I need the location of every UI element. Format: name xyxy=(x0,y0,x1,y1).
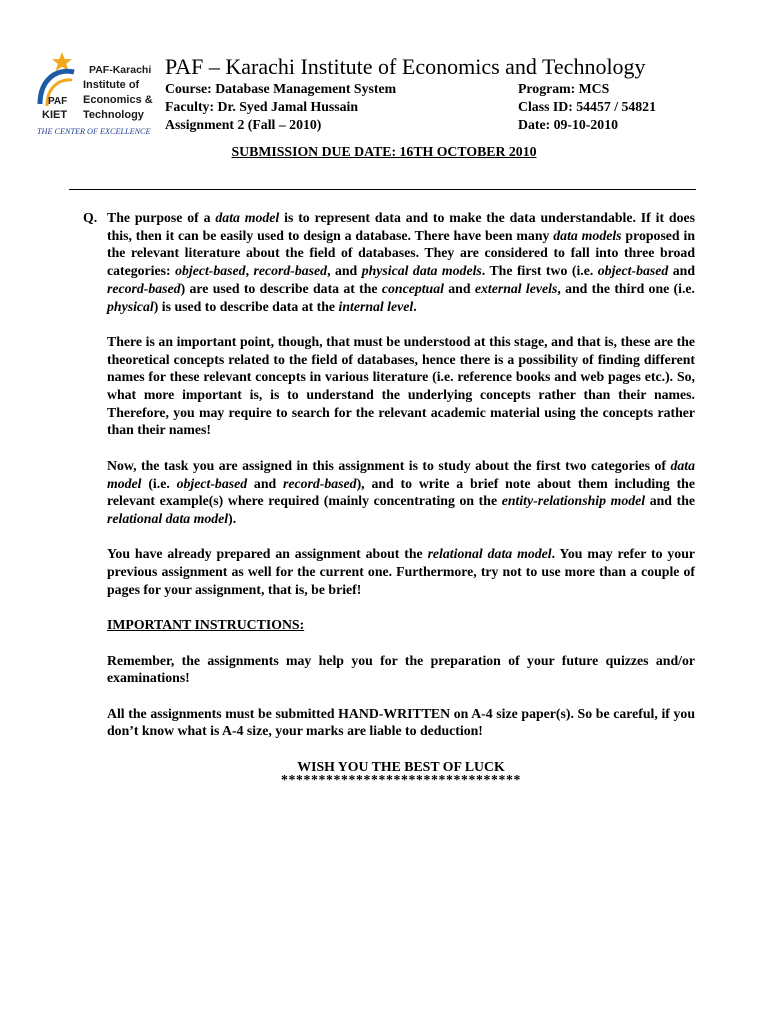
institution-title: PAF – Karachi Institute of Economics and Technology xyxy=(165,54,646,79)
class-id: Class ID: 54457 / 54821 xyxy=(518,99,656,114)
logo-mark-paf: PAF xyxy=(48,96,68,107)
course-details xyxy=(165,80,396,134)
course-name: Course: Database Management System xyxy=(165,81,397,96)
assignment-date: Date: 09-10-2010 xyxy=(518,117,619,132)
question-paragraph-4: You have already prepared an assignment about the relational data model. You may refer to your previous assignment as well for the current one. Furthermore, try not to use more than a couple of pages for your assignment, that is, be brief! xyxy=(107,546,695,597)
question-paragraph-2: There is an important point, though, that must be understood at this stage, and that is, these are the theoretical concepts related to the field of databases, hence there is a possibility of finding different names for these relevant concepts in various literature (i.e. reference books and web pages etc.). So, what more important is, is to understand the underlying concepts rather than their names. Therefore, you may require to search for the relevant academic material using the concepts rather than their names! xyxy=(107,333,695,438)
logo-emblem xyxy=(34,50,160,142)
question-paragraph-1: The purpose of a data model is to represent data and to make the data understandable. If it does this, then it can be easily used to design a database. There have been many data models proposed in the relevant literature about the field of databases. They are considered to fall into three broad categories: object-based, record-based, and physical data models. The first two (i.e. object-based and record-based) are used to describe data at the conceptual and external levels, and the third one (i.e. physical) is used to describe data at the internal level. xyxy=(107,210,696,314)
star-icon xyxy=(52,52,72,71)
question-paragraph-3: Now, the task you are assigned in this assignment is to study about the first two categories of data model (i.e. object-based and record-based), and to write a brief note about them including the relevant example(s) where required (mainly concentrating on the entity-relationship model and the relational data model). xyxy=(107,457,695,526)
logo-line2: Institute of xyxy=(83,79,140,91)
program-name: Program: MCS xyxy=(518,81,610,96)
instruction-paragraph-2: All the assignments must be submitted HAND-WRITTEN on A-4 size paper(s). So be careful, if you don’t know what is A-4 size, your marks are liable to deduction! xyxy=(107,705,695,739)
institute-logo xyxy=(34,50,160,142)
closing-stars: ******************************** xyxy=(281,772,521,788)
logo-line1: PAF-Karachi xyxy=(89,64,152,76)
logo-mark-kiet: KIET xyxy=(42,109,68,121)
assignment-name: Assignment 2 (Fall – 2010) xyxy=(165,117,322,132)
due-date-text: SUBMISSION DUE DATE: 16TH OCTOBER 2010 xyxy=(231,144,537,159)
header-divider xyxy=(69,189,696,190)
submission-due-date xyxy=(0,143,768,161)
instruction-paragraph-1: Remember, the assignments may help you for the preparation of your future quizzes and/or examinations! xyxy=(107,652,695,686)
logo-tagline: THE CENTER OF EXCELLENCE xyxy=(37,127,151,136)
class-details xyxy=(518,80,656,134)
logo-line4: Technology xyxy=(83,109,144,121)
assignment-body xyxy=(107,209,696,788)
faculty-name: Faculty: Dr. Syed Jamal Hussain xyxy=(165,99,359,114)
closing-wish: WISH YOU THE BEST OF LUCK xyxy=(297,758,505,774)
logo-line3: Economics & xyxy=(83,94,153,106)
question-label: Q. xyxy=(83,210,98,225)
instructions-heading: IMPORTANT INSTRUCTIONS: xyxy=(107,617,305,633)
